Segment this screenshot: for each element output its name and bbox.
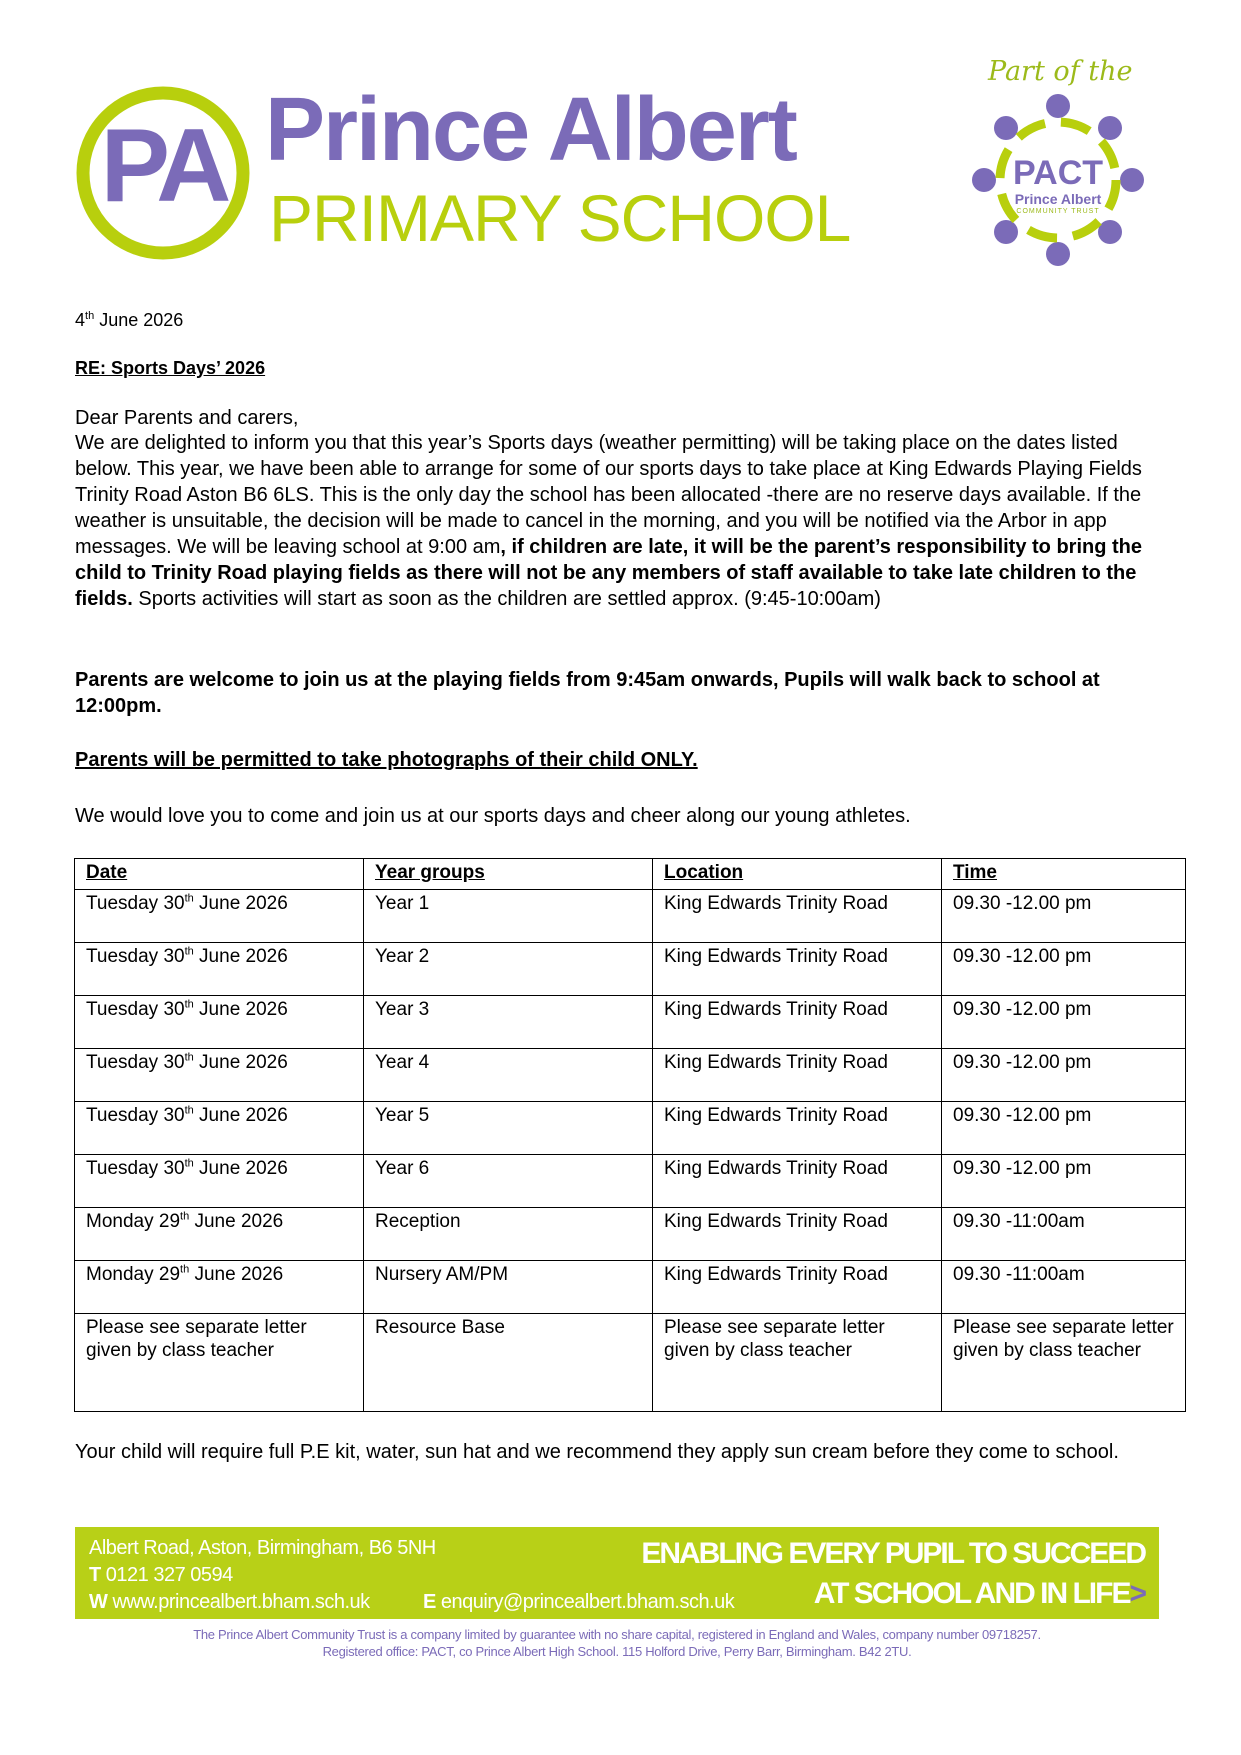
school-name: Prince Albert [265,80,796,180]
schedule-table [74,858,1186,1412]
cell-date: Tuesday 30th June 2026 [75,1049,364,1102]
school-logo [75,80,855,265]
footer-tagline-2: AT SCHOOL AND IN LIFE> [813,1577,1145,1610]
cell-group: Year 5 [364,1102,653,1155]
pact-school: Prince Albert [1014,191,1102,207]
header-date: Date [75,859,364,890]
cell-date: Tuesday 30th June 2026 [75,943,364,996]
cell-group: Year 4 [364,1049,653,1102]
footer-address: Albert Road, Aston, Birmingham, B6 5NH [89,1537,436,1559]
table-row [75,943,1186,996]
cell-location: King Edwards Trinity Road [653,1155,942,1208]
school-subtitle: PRIMARY SCHOOL [269,181,851,255]
cell-location: Please see separate letter given by class teacher [653,1314,942,1412]
table-row [75,1155,1186,1208]
cell-location: King Edwards Trinity Road [653,1208,942,1261]
cell-location: King Edwards Trinity Road [653,996,942,1049]
footer-telephone: T 0121 327 0594 [89,1564,233,1586]
footer-banner [75,1527,1159,1619]
cell-group: Reception [364,1208,653,1261]
parents-welcome: Parents are welcome to join us at the playing fields from 9:45am onwards, Pupils will walk back to school at 12:00pm. [75,669,1100,717]
letter-subject: RE: Sports Days’ 2026 [75,358,266,378]
cell-date: Tuesday 30th June 2026 [75,996,364,1049]
cell-time: 09.30 -11:00am [942,1208,1186,1261]
cell-group: Year 6 [364,1155,653,1208]
legal-line-2: Registered office: PACT, co Prince Albert High School. 115 Holford Drive, Perry Barr, Birmingham. B42 2TU. [322,1644,912,1659]
cell-time: 09.30 -12.00 pm [942,1155,1186,1208]
cell-time: 09.30 -12.00 pm [942,890,1186,943]
cell-date: Tuesday 30th June 2026 [75,1102,364,1155]
table-row [75,1261,1186,1314]
table-row [75,1314,1186,1412]
table-row [75,1208,1186,1261]
cell-location: King Edwards Trinity Road [653,890,942,943]
pact-trust: COMMUNITY TRUST [1016,208,1100,215]
letter-date: 4th June 2026 [75,310,184,330]
cell-date: Monday 29th June 2026 [75,1261,364,1314]
table-row [75,996,1186,1049]
table-row [75,1049,1186,1102]
cell-date: Tuesday 30th June 2026 [75,890,364,943]
logo-initials: PA [100,108,226,224]
cell-group: Year 1 [364,890,653,943]
cell-time: 09.30 -12.00 pm [942,1102,1186,1155]
invitation-text: We would love you to come and join us at our sports days and cheer along our young athletes. [75,805,911,827]
table-row [75,890,1186,943]
cell-group: Year 2 [364,943,653,996]
cell-time: 09.30 -12.00 pm [942,1049,1186,1102]
footer-website[interactable]: W www.princealbert.bham.sch.uk [89,1591,370,1613]
cell-date: Tuesday 30th June 2026 [75,1155,364,1208]
letter-paragraph: We are delighted to inform you that this year’s Sports days (weather permitting) will be taking place on the dates listed below. This year, we have been able to arrange for some of our sports days to take place at King Edwards Playing Fields Trinity Road Aston B6 6LS. This is the only day the school has been allocated -there are no reserve days available. If the weather is unsuitable, the decision will be made to cancel in the morning, and you will be notified via the Arbor in app messages. We will be leaving school at 9:00 am, if children are late, it will be the parent’s responsibility to bring the child to Trinity Road playing fields as there will not be any members of staff available to take late children to the fields. Sports activities will start as soon as the children are settled approx. (9:45-10:00am) [75,432,1142,610]
cell-time: 09.30 -12.00 pm [942,943,1186,996]
kit-note: Your child will require full P.E kit, water, sun hat and we recommend they apply sun cream before they come to school. [75,1441,1119,1463]
arrow-icon: > [1129,1577,1145,1610]
footer-email[interactable]: E enquiry@princealbert.bham.sch.uk [423,1591,735,1613]
header-year-groups: Year groups [364,859,653,890]
cell-date: Please see separate letter given by class teacher [75,1314,364,1412]
pact-tagline: Part of the [988,56,1133,87]
photos-notice: Parents will be permitted to take photographs of their child ONLY. [75,749,698,771]
cell-location: King Edwards Trinity Road [653,1049,942,1102]
table-row [75,1102,1186,1155]
cell-group: Resource Base [364,1314,653,1412]
header-time: Time [942,859,1186,890]
cell-time: 09.30 -12.00 pm [942,996,1186,1049]
cell-time: Please see separate letter given by class teacher [942,1314,1186,1412]
cell-group: Year 3 [364,996,653,1049]
pact-name: PACT [1012,154,1104,192]
pact-logo [968,56,1148,286]
cell-date: Monday 29th June 2026 [75,1208,364,1261]
table-header-row [75,859,1186,890]
cell-time: 09.30 -11:00am [942,1261,1186,1314]
letter-greeting: Dear Parents and carers, [75,407,299,429]
cell-location: King Edwards Trinity Road [653,943,942,996]
cell-group: Nursery AM/PM [364,1261,653,1314]
legal-line-1: The Prince Albert Community Trust is a company limited by guarantee with no share capital, registered in England and Wales, company number 09718257. [193,1627,1041,1642]
header-location: Location [653,859,942,890]
footer-tagline-1: ENABLING EVERY PUPIL TO SUCCEED [641,1537,1145,1570]
cell-location: King Edwards Trinity Road [653,1102,942,1155]
cell-location: King Edwards Trinity Road [653,1261,942,1314]
